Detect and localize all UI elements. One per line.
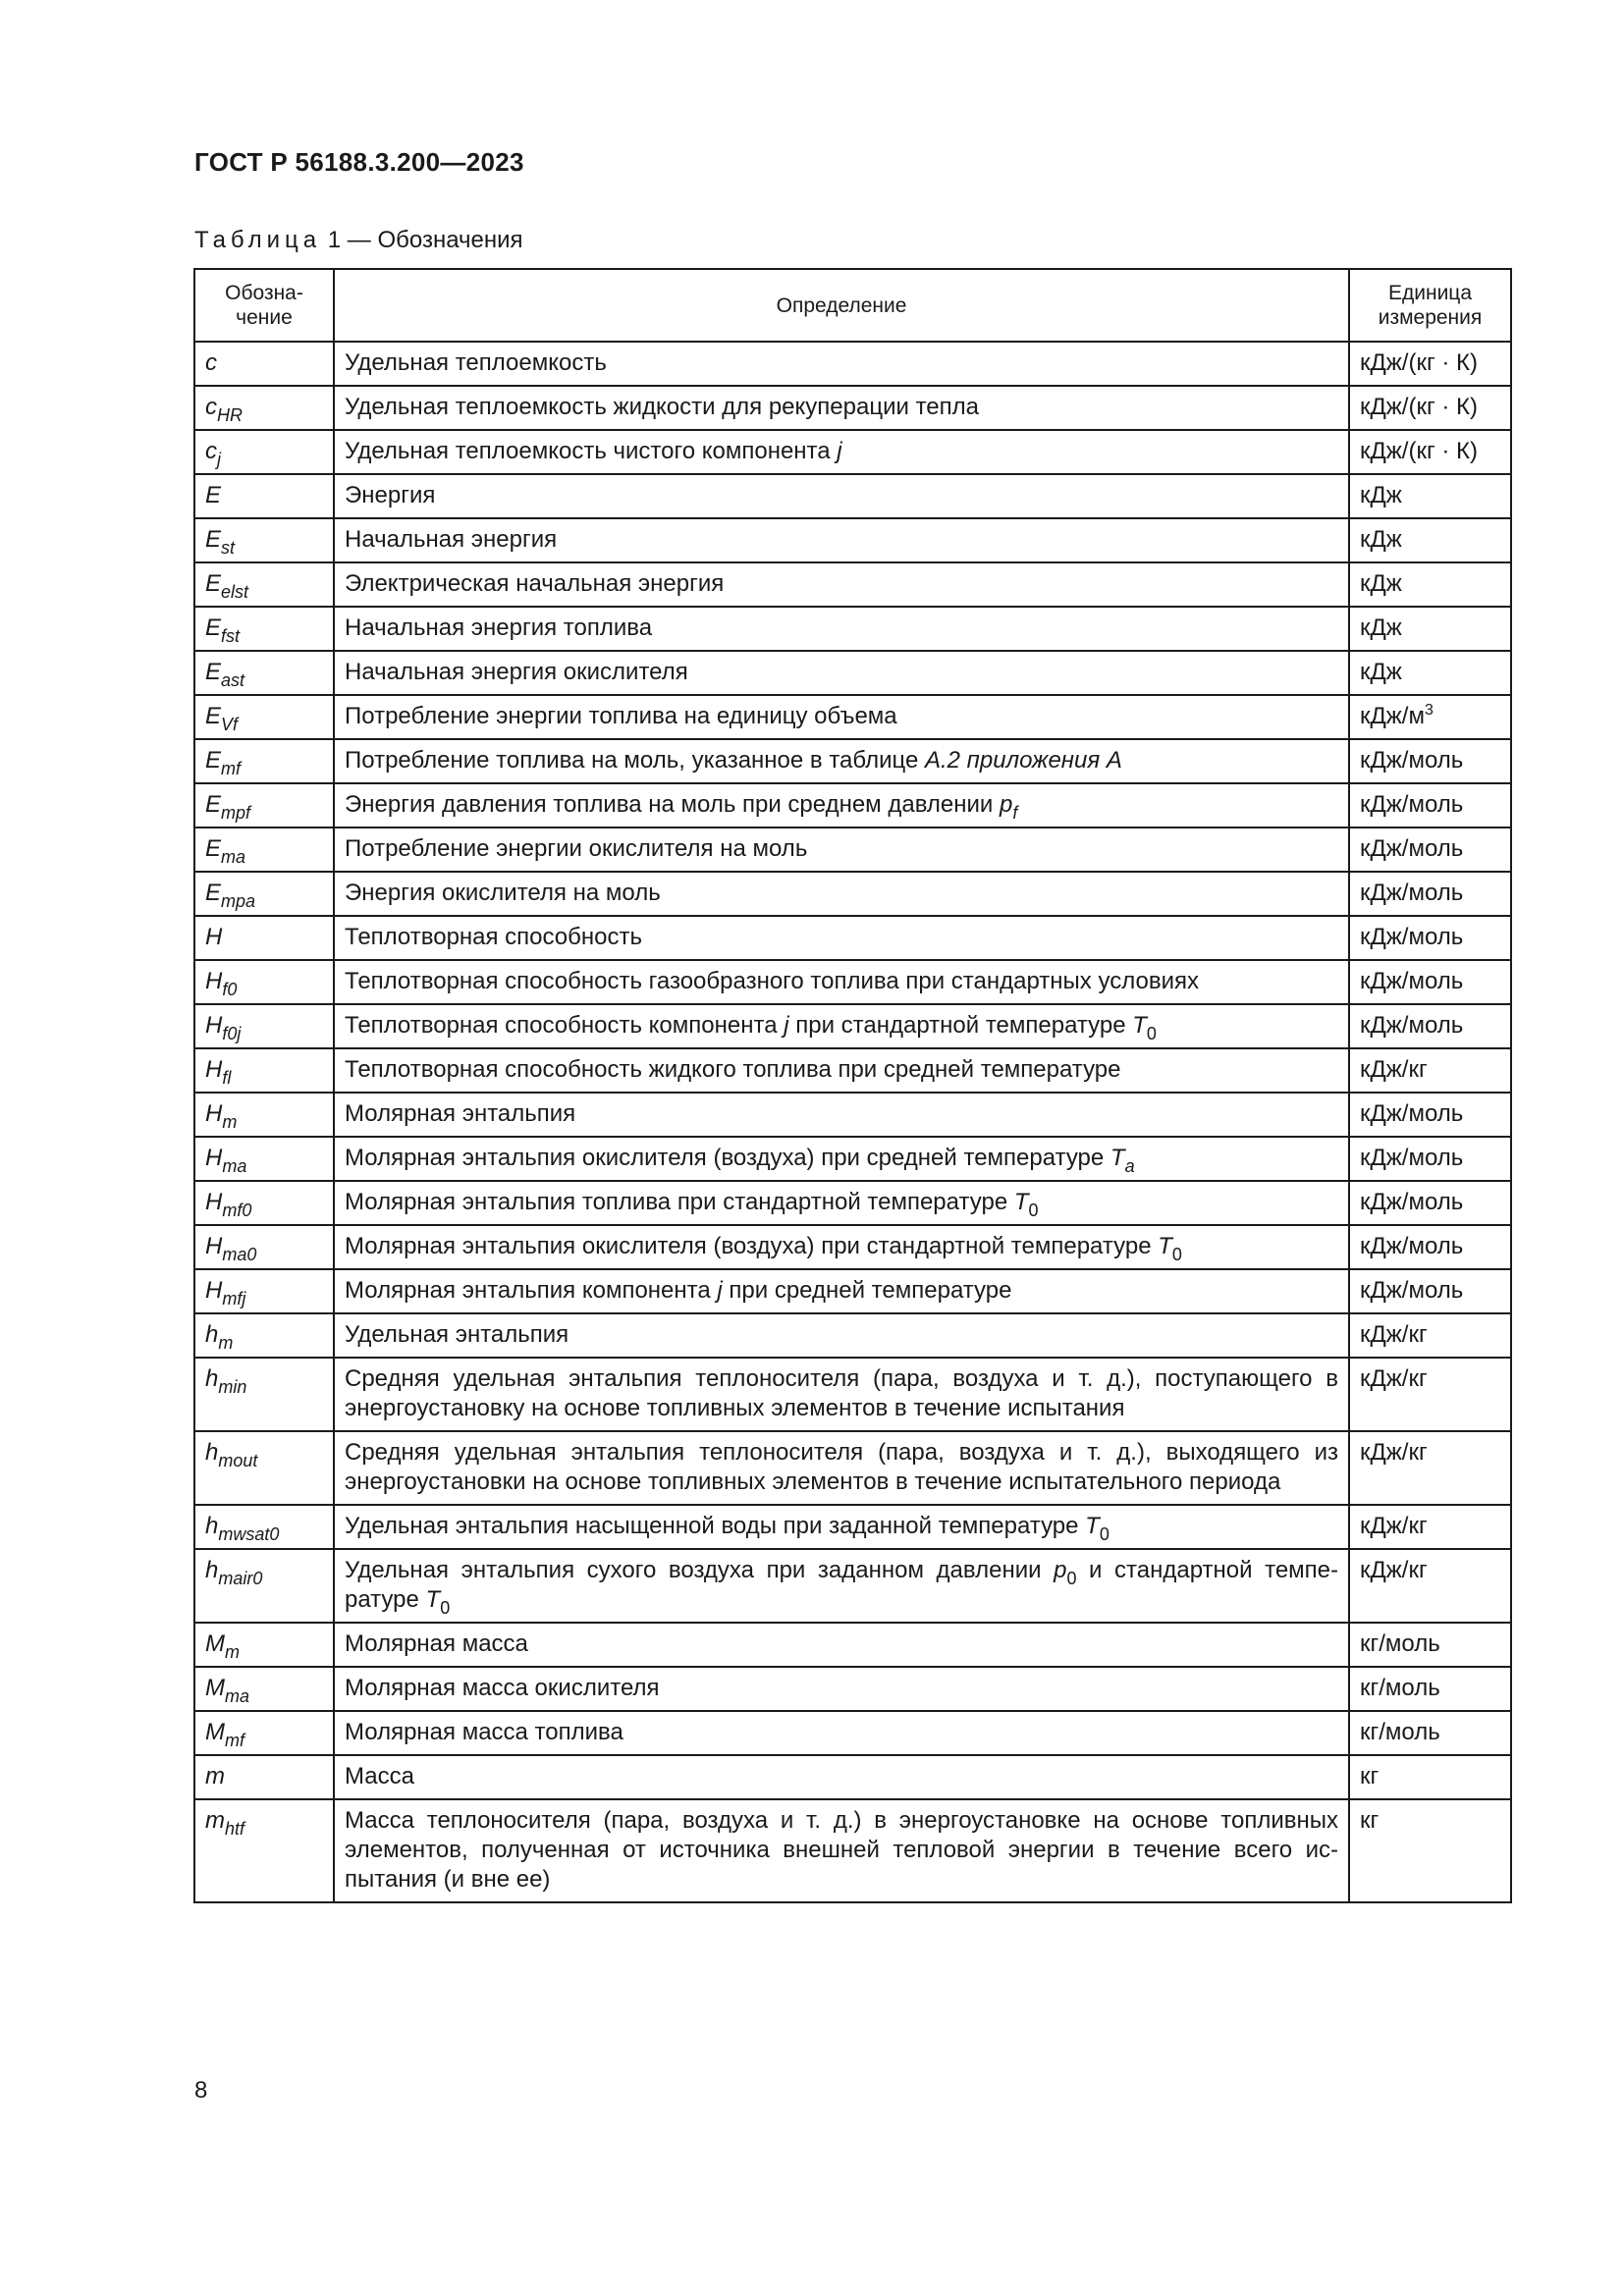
definition-cell: Молярная энтальпия топлива при стандартной температуре $T_0$: [334, 1181, 1349, 1225]
definition-cell: Молярная масса окислителя: [334, 1667, 1349, 1711]
unit-cell: кг/моль: [1349, 1623, 1511, 1667]
definition-cell: Потребление энергии топлива на единицу объема: [334, 695, 1349, 739]
page-number: 8: [194, 2077, 208, 2104]
table-row: [194, 1431, 1511, 1505]
symbol-cell: m: [194, 1755, 334, 1799]
symbol-cell: $H_{ma}$: [194, 1137, 334, 1181]
table-row: [194, 1048, 1511, 1093]
table-row: [194, 872, 1511, 916]
definition-cell: Теплотворная способность жидкого топлива при средней температуре: [334, 1048, 1349, 1093]
table-row: [194, 342, 1511, 386]
definition-cell: Начальная энергия топлива: [334, 607, 1349, 651]
unit-cell: кДж/(кг · К): [1349, 430, 1511, 474]
table-row: [194, 1137, 1511, 1181]
table-header-row: [194, 269, 1511, 342]
table-row: [194, 1505, 1511, 1549]
unit-cell: кДж/моль: [1349, 783, 1511, 828]
table-row: [194, 607, 1511, 651]
unit-cell: кДж/кг: [1349, 1505, 1511, 1549]
definition-cell: Начальная энергия окислителя: [334, 651, 1349, 695]
definition-cell: Энергия давления топлива на моль при среднем давлении $p_f$: [334, 783, 1349, 828]
unit-cell: кг: [1349, 1755, 1511, 1799]
symbol-cell: $h_{mair0}$: [194, 1549, 334, 1623]
definition-cell: Потребление топлива на моль, указанное в таблице А.2 приложения А: [334, 739, 1349, 783]
document-header: ГОСТ Р 56188.3.200—2023: [194, 147, 524, 177]
unit-cell: кДж/моль: [1349, 739, 1511, 783]
table-row: [194, 1755, 1511, 1799]
unit-cell: кДж/кг: [1349, 1431, 1511, 1505]
unit-cell: кДж/моль: [1349, 1269, 1511, 1313]
definition-cell: Теплотворная способность: [334, 916, 1349, 960]
table-row: [194, 518, 1511, 562]
column-header-symbol: Обозна- чение: [194, 269, 334, 342]
table-row: [194, 828, 1511, 872]
unit-cell: кДж: [1349, 474, 1511, 518]
symbol-cell: $E_{fst}$: [194, 607, 334, 651]
table-row: [194, 1093, 1511, 1137]
definition-cell: Масса теплоносителя (пара, воздуха и т. д.) в энергоустановке на основе топливных элементов, полученная от источника внешней тепловой энергии в течение всего ис-пытания (и вне ее): [334, 1799, 1349, 1902]
table-row: [194, 960, 1511, 1004]
symbol-cell: $M_{ma}$: [194, 1667, 334, 1711]
table-row: [194, 783, 1511, 828]
unit-cell: кДж/моль: [1349, 1225, 1511, 1269]
definition-cell: Средняя удельная энтальпия теплоносителя (пара, воздуха и т. д.), поступающего в энергоустановку на основе топливных элементов в течение испытания: [334, 1358, 1349, 1431]
definition-cell: Теплотворная способность компонента j при стандартной температуре $T_0$: [334, 1004, 1349, 1048]
symbol-cell: $E_{mf}$: [194, 739, 334, 783]
symbol-cell: $H_{mfj}$: [194, 1269, 334, 1313]
definition-cell: Молярная масса топлива: [334, 1711, 1349, 1755]
column-header-unit: Единица измерения: [1349, 269, 1511, 342]
symbol-cell: $h_{mout}$: [194, 1431, 334, 1505]
unit-cell: кДж: [1349, 518, 1511, 562]
symbol-cell: $E_{ast}$: [194, 651, 334, 695]
table-row: [194, 1004, 1511, 1048]
table-row: [194, 1269, 1511, 1313]
definition-cell: Удельная теплоемкость жидкости для рекуперации тепла: [334, 386, 1349, 430]
unit-cell: кг/моль: [1349, 1711, 1511, 1755]
unit-cell: кДж/моль: [1349, 872, 1511, 916]
definition-cell: Удельная теплоемкость: [334, 342, 1349, 386]
unit-cell: кг/моль: [1349, 1667, 1511, 1711]
table-caption: [194, 227, 523, 254]
definition-cell: Начальная энергия: [334, 518, 1349, 562]
definition-cell: Молярная энтальпия компонента j при средней температуре: [334, 1269, 1349, 1313]
symbol-cell: $E_{st}$: [194, 518, 334, 562]
table-row: [194, 1225, 1511, 1269]
symbol-cell: $E_{ma}$: [194, 828, 334, 872]
table-caption-text: 1 — Обозначения: [321, 227, 523, 253]
symbol-cell: $c_j$: [194, 430, 334, 474]
definition-cell: Молярная энтальпия окислителя (воздуха) при стандартной температуре $T_0$: [334, 1225, 1349, 1269]
unit-cell: кДж/кг: [1349, 1358, 1511, 1431]
unit-cell: кДж: [1349, 562, 1511, 607]
symbol-cell: $E_{elst}$: [194, 562, 334, 607]
unit-cell: кДж/$м^3$: [1349, 695, 1511, 739]
table-row: [194, 739, 1511, 783]
table-row: [194, 1181, 1511, 1225]
symbol-cell: $H_{ma0}$: [194, 1225, 334, 1269]
definition-cell: Потребление энергии окислителя на моль: [334, 828, 1349, 872]
symbol-cell: $c_{HR}$: [194, 386, 334, 430]
symbol-cell: $E_{Vf}$: [194, 695, 334, 739]
symbol-cell: $h_m$: [194, 1313, 334, 1358]
unit-cell: кДж/(кг · К): [1349, 386, 1511, 430]
table-body: [194, 342, 1511, 1902]
symbol-cell: $E_{mpf}$: [194, 783, 334, 828]
table-row: [194, 695, 1511, 739]
table-row: [194, 1711, 1511, 1755]
definition-cell: Молярная энтальпия окислителя (воздуха) при средней температуре $T_a$: [334, 1137, 1349, 1181]
symbol-cell: $H_{mf0}$: [194, 1181, 334, 1225]
definition-cell: Масса: [334, 1755, 1349, 1799]
unit-cell: кДж/кг: [1349, 1549, 1511, 1623]
symbol-cell: H: [194, 916, 334, 960]
symbol-cell: $H_m$: [194, 1093, 334, 1137]
table-row: [194, 1549, 1511, 1623]
table-row: [194, 651, 1511, 695]
symbols-table: [193, 268, 1512, 1903]
symbol-cell: $M_m$: [194, 1623, 334, 1667]
symbol-cell: $E_{mpa}$: [194, 872, 334, 916]
table-row: [194, 430, 1511, 474]
unit-cell: кДж/кг: [1349, 1313, 1511, 1358]
definition-cell: Теплотворная способность газообразного топлива при стандартных условиях: [334, 960, 1349, 1004]
unit-cell: кДж/моль: [1349, 1004, 1511, 1048]
table-row: [194, 386, 1511, 430]
unit-cell: кДж/моль: [1349, 916, 1511, 960]
unit-cell: кДж/моль: [1349, 828, 1511, 872]
symbol-cell: $H_{f0}$: [194, 960, 334, 1004]
definition-cell: Удельная энтальпия: [334, 1313, 1349, 1358]
definition-cell: Молярная энтальпия: [334, 1093, 1349, 1137]
symbol-cell: $h_{min}$: [194, 1358, 334, 1431]
table-row: [194, 1623, 1511, 1667]
unit-cell: кДж: [1349, 607, 1511, 651]
table-row: [194, 474, 1511, 518]
table-row: [194, 1667, 1511, 1711]
unit-cell: кДж/(кг · К): [1349, 342, 1511, 386]
symbol-cell: c: [194, 342, 334, 386]
definition-cell: Энергия окислителя на моль: [334, 872, 1349, 916]
unit-cell: кДж: [1349, 651, 1511, 695]
symbol-cell: $M_{mf}$: [194, 1711, 334, 1755]
unit-cell: кДж/моль: [1349, 1093, 1511, 1137]
definition-cell: Молярная масса: [334, 1623, 1349, 1667]
unit-cell: кДж/моль: [1349, 1137, 1511, 1181]
symbol-cell: E: [194, 474, 334, 518]
table-row: [194, 916, 1511, 960]
table-row: [194, 1799, 1511, 1902]
symbol-cell: $h_{mwsat0}$: [194, 1505, 334, 1549]
unit-cell: кДж/моль: [1349, 1181, 1511, 1225]
definition-cell: Электрическая начальная энергия: [334, 562, 1349, 607]
unit-cell: кДж/кг: [1349, 1048, 1511, 1093]
column-header-definition: Определение: [334, 269, 1349, 342]
symbol-cell: $H_{f0j}$: [194, 1004, 334, 1048]
table-row: [194, 562, 1511, 607]
unit-cell: кДж/моль: [1349, 960, 1511, 1004]
symbol-cell: $H_{fl}$: [194, 1048, 334, 1093]
symbol-cell: $m_{htf}$: [194, 1799, 334, 1902]
unit-cell: кг: [1349, 1799, 1511, 1902]
table-caption-label: Таблица: [194, 227, 322, 253]
table-row: [194, 1358, 1511, 1431]
definition-cell: Средняя удельная энтальпия теплоносителя (пара, воздуха и т. д.), выходящего из энергоустановки на основе топливных элементов в течение испытательного периода: [334, 1431, 1349, 1505]
definition-cell: Удельная энтальпия сухого воздуха при заданном давлении $p_0$ и стандартной темпе-ратуре $T_0$: [334, 1549, 1349, 1623]
table-row: [194, 1313, 1511, 1358]
definition-cell: Энергия: [334, 474, 1349, 518]
definition-cell: Удельная теплоемкость чистого компонента j: [334, 430, 1349, 474]
definition-cell: Удельная энтальпия насыщенной воды при заданной температуре $T_0$: [334, 1505, 1349, 1549]
